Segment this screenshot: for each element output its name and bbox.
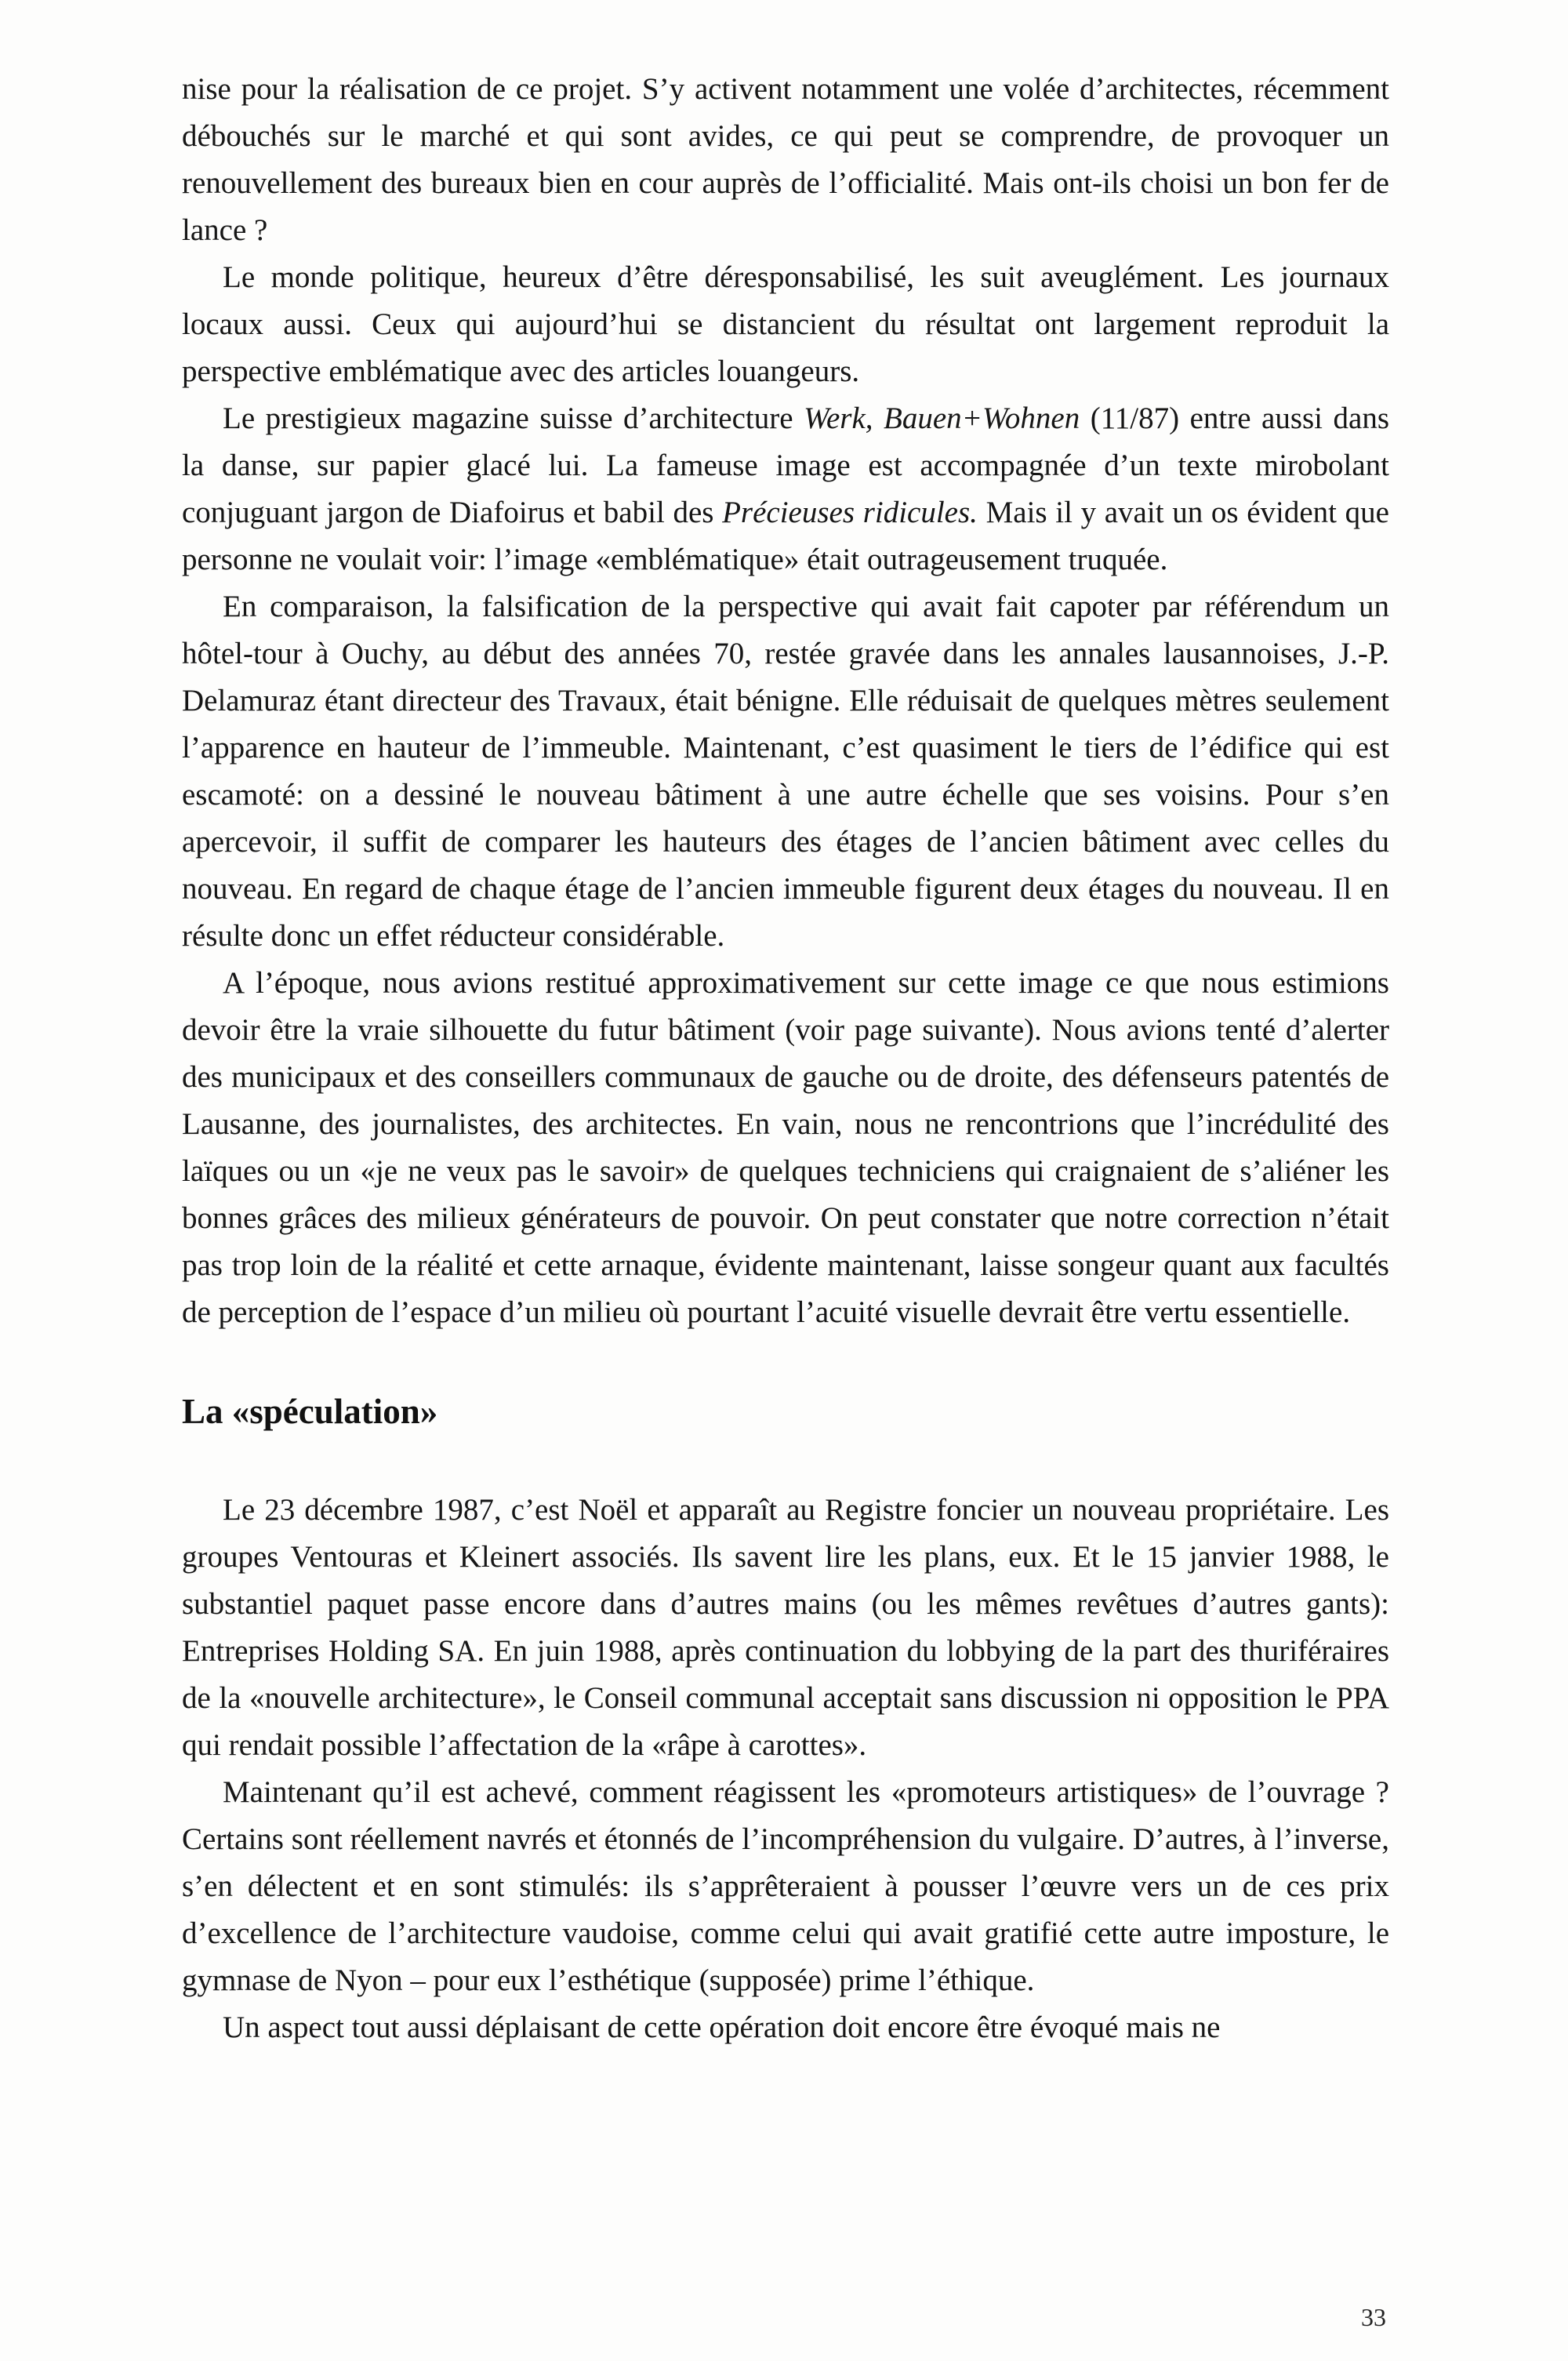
italic-title: Précieuses ridicules. (722, 496, 978, 529)
paragraph (182, 66, 1389, 254)
page-number: 33 (1361, 2303, 1386, 2331)
paragraph (182, 1769, 1389, 2004)
paragraph (182, 2004, 1389, 2051)
text-run: Le monde politique, heureux d’être déresponsabilisé, les suit aveuglément. Les journaux locaux aussi. Ceux qui aujourd’hui se distancient du résultat ont largement reproduit la perspective emblématique avec des articles louangeurs. (182, 260, 1389, 388)
section-heading: La «spéculation» (182, 1392, 438, 1431)
text-run: nise pour la réalisation de ce projet. S’y activent notamment une volée d’architectes, récemment débouchés sur le marché et qui sont avides, ce qui peut se comprendre, de provoquer un renouvellement des bureaux bien en cour auprès de l’officialité. Mais ont-ils choisi un bon fer de lance ? (182, 72, 1389, 247)
text-run: En comparaison, la falsification de la perspective qui avait fait capoter par référendum un hôtel-tour à Ouchy, au début des années 70, restée gravée dans les annales lausannoises, J.-P. Delamuraz étant directeur des Travaux, était bénigne. Elle réduisait de quelques mètres seulement l’apparence en hauteur de l’immeuble. Maintenant, c’est quasiment le tiers de l’édifice qui est escamoté: on a dessiné le nouveau bâtiment à une autre échelle que ses voisins. Pour s’en apercevoir, il suffit de comparer les hauteurs des étages de l’ancien bâtiment avec celles du nouveau. En regard de chaque étage de l’ancien immeuble figurent deux étages du nouveau. Il en résulte donc un effet réducteur considérable. (182, 590, 1389, 953)
text-run: Maintenant qu’il est achevé, comment réagissent les «promoteurs artistiques» de l’ouvrage ? Certains sont réellement navrés et étonnés de l’incompréhension du vulgaire. D’autres, à l’inverse, s’en délectent et en sont stimulés: ils s’apprêteraient à pousser l’œuvre vers un de ces prix d’excellence de l’architecture vaudoise, comme celui qui avait gratifié cette autre imposture, le gymnase de Nyon – pour eux l’esthétique (supposée) prime l’éthique. (182, 1775, 1389, 1997)
italic-title: Werk, Bauen+Wohnen (804, 401, 1080, 435)
text-run: Le 23 décembre 1987, c’est Noël et apparaît au Registre foncier un nouveau propriétaire. Les groupes Ventouras et Kleinert associés. Ils savent lire les plans, eux. Et le 15 janvier 1988, le substantiel paquet passe encore dans d’autres mains (ou les mêmes revêtues d’autres gants): Entreprises Holding SA. En juin 1988, après continuation du lobbying de la part des thuriféraires de la «nouvelle architecture», le Conseil communal acceptait sans discussion ni opposition le PPA qui rendait possible l’affectation de la «râpe à carottes». (182, 1493, 1389, 1762)
paragraph (182, 583, 1389, 960)
paragraph (182, 1487, 1389, 1769)
text-run: (11/87) entre aussi dans la danse, sur papier glacé lui. La fameuse image est accompagnée d’un texte mirobolant conjuguant jargon de Diafoirus et babil des (182, 401, 1390, 529)
paragraphs-after-heading (182, 1487, 1389, 2051)
text-run: A l’époque, nous avions restitué approximativement sur cette image ce que nous estimions devoir être la vraie silhouette du futur bâtiment (voir page suivante). Nous avions tenté d’alerter des municipaux et des conseillers communaux de gauche ou de droite, des défenseurs patentés de Lausanne, des journalistes, des architectes. En vain, nous ne rencontrions que l’incrédulité des laïques ou un «je ne veux pas le savoir» de quelques techniciens qui craignaient de s’aliéner les bonnes grâces des milieux générateurs de pouvoir. On peut constater que notre correction n’était pas trop loin de la réalité et cette arnaque, évidente maintenant, laisse songeur quant aux facultés de perception de l’espace d’un milieu où pourtant l’acuité visuelle devrait être vertu essentielle. (182, 966, 1389, 1329)
paragraph (182, 395, 1389, 583)
text-run: Un aspect tout aussi déplaisant de cette opération doit encore être évoqué mais ne (223, 2010, 1221, 2044)
text-run: Le prestigieux magazine suisse d’architecture (223, 401, 804, 435)
paragraph (182, 960, 1389, 1336)
body-text (182, 66, 1389, 2051)
text-run: Mais il y avait un os évident que personne ne voulait voir: l’image «emblématique» était outrageusement truquée. (182, 496, 1389, 576)
paragraph (182, 254, 1389, 395)
paragraphs-before-heading (182, 66, 1389, 1336)
